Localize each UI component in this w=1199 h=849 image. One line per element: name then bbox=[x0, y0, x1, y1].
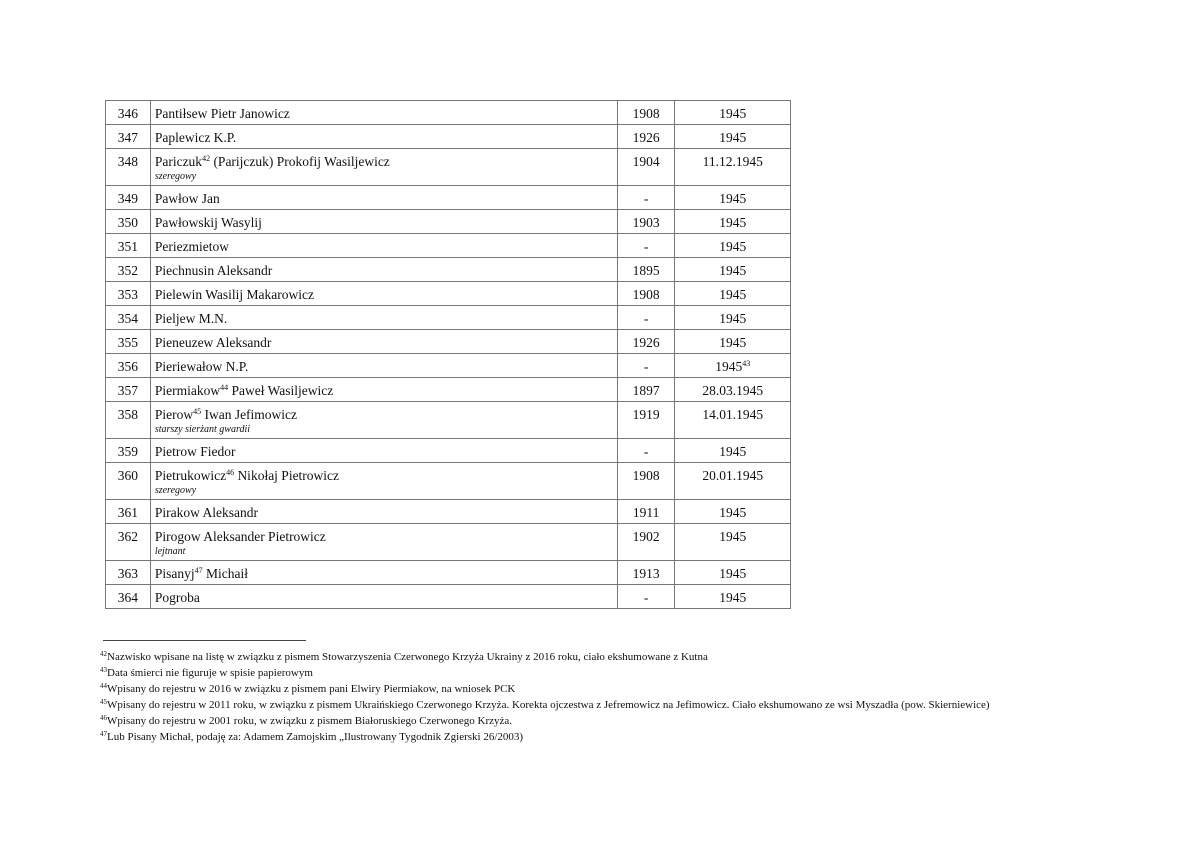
birth-year: 1908 bbox=[617, 463, 675, 500]
surname: Pogroba bbox=[154, 590, 200, 605]
footnote-number: 46 bbox=[100, 714, 107, 722]
death-date: 1945 bbox=[719, 215, 747, 230]
table-row bbox=[106, 234, 791, 258]
row-number: 363 bbox=[106, 561, 151, 585]
person-name bbox=[155, 444, 613, 460]
surname: Pawłow Jan bbox=[154, 191, 220, 206]
person-name-cell bbox=[150, 500, 617, 524]
person-name-cell bbox=[150, 463, 617, 500]
death-date-cell bbox=[675, 258, 791, 282]
birth-year: 1908 bbox=[617, 282, 675, 306]
row-number: 349 bbox=[106, 186, 151, 210]
death-date-cell bbox=[675, 500, 791, 524]
footnote-separator bbox=[103, 640, 306, 641]
military-rank: lejtnant bbox=[154, 546, 186, 557]
surname: Pirakow Aleksandr bbox=[154, 505, 258, 520]
birth-year: - bbox=[617, 354, 675, 378]
death-date: 1945 bbox=[719, 590, 747, 605]
person-name-cell bbox=[150, 282, 617, 306]
person-name-cell bbox=[150, 439, 617, 463]
person-name bbox=[155, 263, 613, 279]
row-number: 362 bbox=[106, 524, 151, 561]
footnote-ref: 47 bbox=[194, 566, 203, 575]
table-row bbox=[106, 282, 791, 306]
given-names: Michaił bbox=[202, 566, 248, 581]
death-date: 1945 bbox=[719, 566, 747, 581]
footnote-number: 42 bbox=[100, 650, 107, 658]
birth-year: 1919 bbox=[617, 402, 675, 439]
surname: Periezmietow bbox=[154, 239, 230, 254]
row-number: 357 bbox=[106, 378, 151, 402]
table-row bbox=[106, 101, 791, 125]
death-date-cell bbox=[675, 101, 791, 125]
birth-year: 1913 bbox=[617, 561, 675, 585]
table-row bbox=[106, 463, 791, 500]
table-row bbox=[106, 354, 791, 378]
given-names: Nikołaj Pietrowicz bbox=[234, 468, 340, 483]
death-date: 1945 bbox=[719, 311, 747, 326]
table-row bbox=[106, 439, 791, 463]
death-date-cell bbox=[675, 210, 791, 234]
surname: Paplewicz K.P. bbox=[154, 130, 237, 145]
surname: Pisanyj bbox=[154, 566, 195, 581]
death-date-cell bbox=[675, 439, 791, 463]
row-number: 346 bbox=[106, 101, 151, 125]
death-date: 1945 bbox=[719, 529, 747, 544]
surname: Pielewin Wasilij Makarowicz bbox=[154, 287, 314, 302]
surname: Pariczuk bbox=[154, 154, 203, 169]
person-name-cell bbox=[150, 354, 617, 378]
row-number: 358 bbox=[106, 402, 151, 439]
birth-year: 1926 bbox=[617, 330, 675, 354]
footnote bbox=[100, 681, 1100, 697]
footnote-number: 45 bbox=[100, 698, 107, 706]
table-row bbox=[106, 330, 791, 354]
person-name bbox=[155, 359, 613, 375]
surname: Pietrukowicz bbox=[154, 468, 227, 483]
footnote-number: 47 bbox=[100, 730, 107, 738]
surname: Pieneuzew Aleksandr bbox=[154, 335, 272, 350]
death-date: 1945 bbox=[719, 239, 747, 254]
surname: Pieljew M.N. bbox=[154, 311, 228, 326]
burial-register-table bbox=[105, 100, 791, 609]
person-name-cell bbox=[150, 585, 617, 609]
person-name bbox=[155, 191, 613, 207]
person-name bbox=[155, 215, 613, 231]
person-name bbox=[155, 468, 613, 484]
death-date: 1945 bbox=[719, 263, 747, 278]
footnote bbox=[100, 665, 1100, 681]
footnote-text: Wpisany do rejestru w 2011 roku, w związku z pismem Ukraińskiego Czerwonego Krzyża. Korekta ojczestwa z Jefremowicz na Jefimowicz. Ciało ekshumowano ze wsi Myszadła (pow. Skierniewice) bbox=[107, 699, 990, 711]
footnote bbox=[100, 649, 1100, 665]
table-row bbox=[106, 306, 791, 330]
footnote-number: 44 bbox=[100, 682, 107, 690]
death-date: 1945 bbox=[715, 359, 743, 374]
death-date: 1945 bbox=[719, 191, 747, 206]
footnote-ref: 45 bbox=[193, 407, 202, 416]
death-date: 14.01.1945 bbox=[702, 407, 764, 422]
footnote-text: Lub Pisany Michał, podaję za: Adamem Zamojskim „Ilustrowany Tygodnik Zgierski 26/2003) bbox=[107, 731, 524, 743]
death-date: 1945 bbox=[719, 335, 747, 350]
death-date: 20.01.1945 bbox=[702, 468, 764, 483]
surname: Piermiakow bbox=[154, 383, 221, 398]
register-body bbox=[106, 101, 791, 609]
death-date: 1945 bbox=[719, 444, 747, 459]
row-number: 348 bbox=[106, 149, 151, 186]
birth-year: 1897 bbox=[617, 378, 675, 402]
person-name bbox=[155, 566, 613, 582]
death-date: 28.03.1945 bbox=[702, 383, 764, 398]
row-number: 350 bbox=[106, 210, 151, 234]
footnote-text: Wpisany do rejestru w 2001 roku, w związku z pismem Białoruskiego Czerwonego Krzyża. bbox=[107, 715, 513, 727]
death-date-cell bbox=[675, 463, 791, 500]
birth-year: 1908 bbox=[617, 101, 675, 125]
table-row bbox=[106, 561, 791, 585]
row-number: 354 bbox=[106, 306, 151, 330]
death-date-cell bbox=[675, 378, 791, 402]
person-name-cell bbox=[150, 258, 617, 282]
footnote-text: Wpisany do rejestru w 2016 w związku z pismem pani Elwiry Piermiakow, na wniosek PCK bbox=[107, 683, 516, 695]
death-date-cell bbox=[675, 330, 791, 354]
birth-year: 1904 bbox=[617, 149, 675, 186]
death-date-cell bbox=[675, 234, 791, 258]
person-name-cell bbox=[150, 561, 617, 585]
person-name bbox=[155, 154, 613, 170]
death-date-cell bbox=[675, 149, 791, 186]
person-name-cell bbox=[150, 210, 617, 234]
death-date-cell bbox=[675, 282, 791, 306]
death-date-cell bbox=[675, 585, 791, 609]
death-date: 1945 bbox=[719, 505, 747, 520]
person-name bbox=[155, 383, 613, 399]
row-number: 347 bbox=[106, 125, 151, 149]
table-row bbox=[106, 402, 791, 439]
birth-year: 1911 bbox=[617, 500, 675, 524]
birth-year: - bbox=[617, 234, 675, 258]
row-number: 356 bbox=[106, 354, 151, 378]
death-date: 1945 bbox=[719, 130, 747, 145]
given-names: Paweł Wasiljewicz bbox=[228, 383, 334, 398]
footnote bbox=[100, 713, 1100, 729]
person-name bbox=[155, 407, 613, 423]
given-names: (Parijczuk) Prokofij Wasiljewicz bbox=[210, 154, 390, 169]
death-date-cell bbox=[675, 354, 791, 378]
surname: Pieriewałow N.P. bbox=[154, 359, 249, 374]
person-name-cell bbox=[150, 149, 617, 186]
surname: Pirogow Aleksander Pietrowicz bbox=[154, 529, 326, 544]
person-name-cell bbox=[150, 186, 617, 210]
death-date: 11.12.1945 bbox=[702, 154, 763, 169]
table-row bbox=[106, 378, 791, 402]
row-number: 355 bbox=[106, 330, 151, 354]
row-number: 359 bbox=[106, 439, 151, 463]
footnote-ref: 42 bbox=[202, 154, 211, 163]
person-name-cell bbox=[150, 125, 617, 149]
table-row bbox=[106, 186, 791, 210]
surname: Pawłowskij Wasylij bbox=[154, 215, 262, 230]
person-name bbox=[155, 590, 613, 606]
footnotes bbox=[100, 649, 1100, 745]
surname: Pietrow Fiedor bbox=[154, 444, 236, 459]
death-date-cell bbox=[675, 125, 791, 149]
death-date-cell bbox=[675, 524, 791, 561]
birth-year: 1902 bbox=[617, 524, 675, 561]
table-row bbox=[106, 524, 791, 561]
birth-year: - bbox=[617, 439, 675, 463]
row-number: 352 bbox=[106, 258, 151, 282]
person-name bbox=[155, 529, 613, 545]
person-name-cell bbox=[150, 234, 617, 258]
table-row bbox=[106, 125, 791, 149]
person-name bbox=[155, 287, 613, 303]
person-name bbox=[155, 311, 613, 327]
footnote bbox=[100, 697, 1100, 713]
person-name bbox=[155, 335, 613, 351]
birth-year: 1926 bbox=[617, 125, 675, 149]
person-name-cell bbox=[150, 101, 617, 125]
person-name-cell bbox=[150, 402, 617, 439]
death-date: 1945 bbox=[719, 106, 747, 121]
given-names: Iwan Jefimowicz bbox=[201, 407, 298, 422]
death-date-cell bbox=[675, 186, 791, 210]
row-number: 364 bbox=[106, 585, 151, 609]
person-name bbox=[155, 130, 613, 146]
footnote bbox=[100, 729, 1100, 745]
military-rank: starszy sierżant gwardii bbox=[154, 424, 251, 435]
birth-year: - bbox=[617, 186, 675, 210]
person-name-cell bbox=[150, 524, 617, 561]
birth-year: 1895 bbox=[617, 258, 675, 282]
table-row bbox=[106, 149, 791, 186]
person-name-cell bbox=[150, 378, 617, 402]
birth-year: - bbox=[617, 585, 675, 609]
military-rank: szeregowy bbox=[154, 171, 197, 182]
person-name-cell bbox=[150, 306, 617, 330]
footnote-ref: 44 bbox=[220, 383, 229, 392]
surname: Pantiłsew Pietr Janowicz bbox=[154, 106, 290, 121]
death-date: 1945 bbox=[719, 287, 747, 302]
footnote-text: Nazwisko wpisane na listę w związku z pismem Stowarzyszenia Czerwonego Krzyża Ukrainy z 2016 roku, ciało ekshumowane z Kutna bbox=[107, 651, 708, 663]
birth-year: - bbox=[617, 306, 675, 330]
military-rank: szeregowy bbox=[154, 485, 197, 496]
person-name-cell bbox=[150, 330, 617, 354]
death-date-cell bbox=[675, 306, 791, 330]
row-number: 360 bbox=[106, 463, 151, 500]
footnote-ref: 46 bbox=[226, 468, 235, 477]
surname: Piechnusin Aleksandr bbox=[154, 263, 273, 278]
person-name bbox=[155, 106, 613, 122]
person-name bbox=[155, 505, 613, 521]
surname: Pierow bbox=[154, 407, 194, 422]
birth-year: 1903 bbox=[617, 210, 675, 234]
footnote-ref: 43 bbox=[742, 359, 751, 368]
death-date-cell bbox=[675, 402, 791, 439]
table-row bbox=[106, 500, 791, 524]
footnote-text: Data śmierci nie figuruje w spisie papierowym bbox=[107, 667, 313, 679]
table-row bbox=[106, 585, 791, 609]
table-row bbox=[106, 210, 791, 234]
footnote-number: 43 bbox=[100, 666, 107, 674]
person-name bbox=[155, 239, 613, 255]
death-date-cell bbox=[675, 561, 791, 585]
row-number: 353 bbox=[106, 282, 151, 306]
row-number: 351 bbox=[106, 234, 151, 258]
row-number: 361 bbox=[106, 500, 151, 524]
table-row bbox=[106, 258, 791, 282]
